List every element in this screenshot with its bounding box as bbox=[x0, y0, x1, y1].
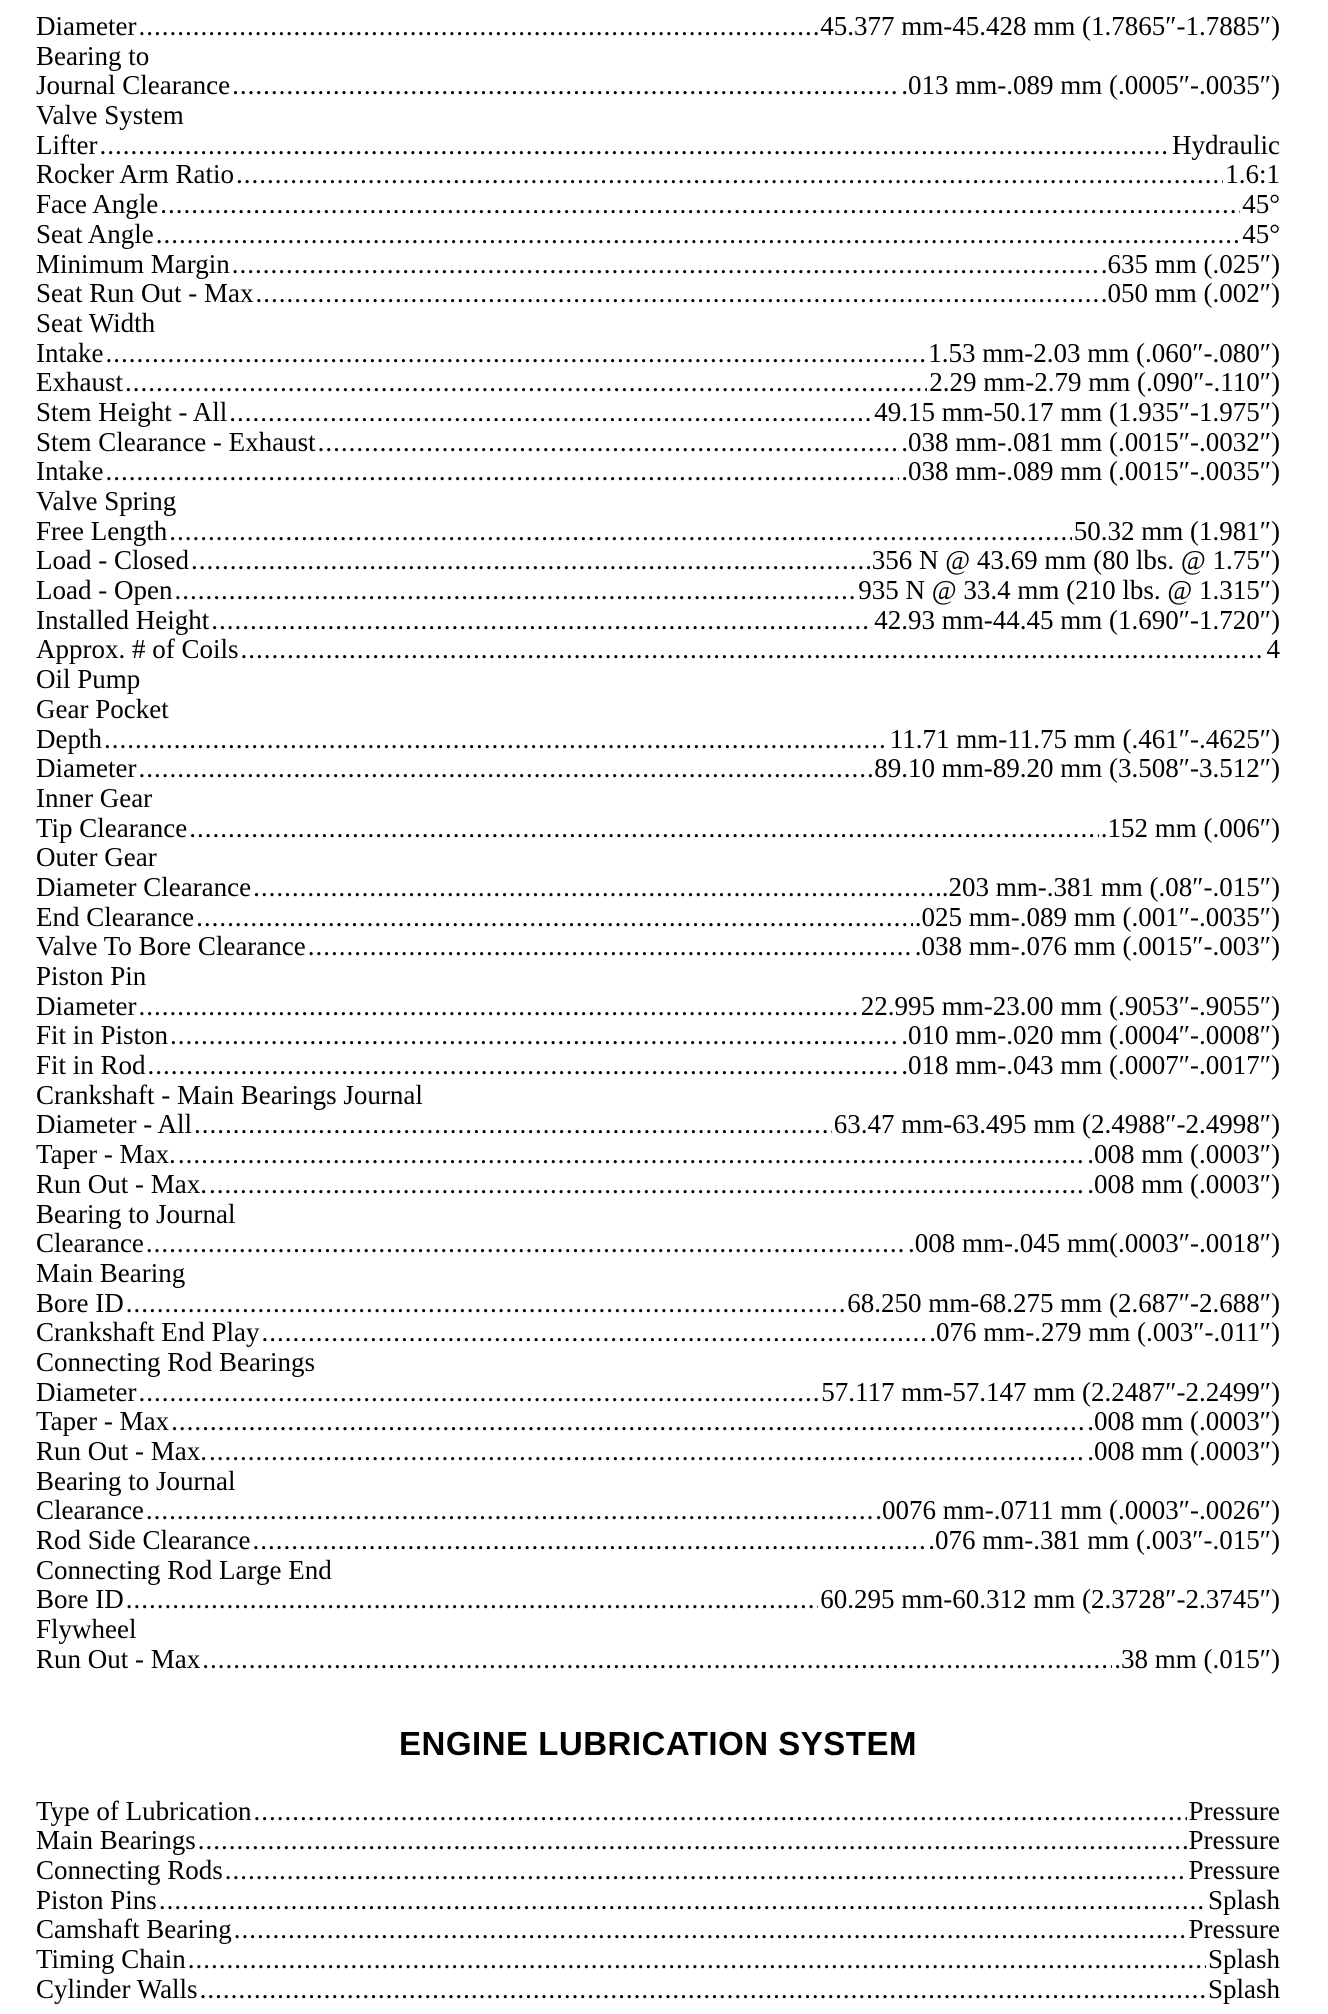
spec-row bbox=[36, 1797, 1280, 1827]
lubrication-specifications-list bbox=[36, 1797, 1280, 2005]
spec-label: Exhaust bbox=[36, 368, 123, 398]
dot-leader bbox=[236, 160, 1223, 190]
spec-row bbox=[36, 1170, 1280, 1200]
spec-value: .038 mm-.081 mm (.0015″-.0032″) bbox=[901, 427, 1280, 457]
spec-label: Cylinder Walls bbox=[36, 1974, 198, 2004]
spec-group-heading: Outer Gear bbox=[36, 843, 157, 873]
spec-group-heading: Valve System bbox=[36, 101, 184, 131]
spec-group-heading: Seat Width bbox=[36, 308, 156, 338]
spec-value: 42.93 mm-44.45 mm (1.690″-1.720″) bbox=[874, 605, 1280, 635]
spec-page bbox=[36, 12, 1280, 2004]
spec-value: Splash bbox=[1207, 1944, 1280, 1974]
spec-label: Bore ID bbox=[36, 1288, 124, 1318]
engine-specifications-list bbox=[36, 12, 1280, 1675]
spec-label: Seat Run Out - Max bbox=[36, 279, 254, 309]
spec-label: Journal Clearance bbox=[36, 71, 231, 101]
dot-leader bbox=[189, 814, 1099, 844]
spec-value: 1.53 mm-2.03 mm (.060″-.080″) bbox=[928, 338, 1280, 368]
spec-row bbox=[36, 1051, 1280, 1081]
dot-leader bbox=[232, 250, 1099, 280]
spec-value: 60.295 mm-60.312 mm (2.3728″-2.3745″) bbox=[820, 1585, 1280, 1615]
dot-leader bbox=[252, 1526, 926, 1556]
dot-leader bbox=[178, 1140, 1085, 1170]
spec-row bbox=[36, 1585, 1280, 1615]
spec-row bbox=[36, 1407, 1280, 1437]
spec-row bbox=[36, 368, 1280, 398]
spec-group-heading: Flywheel bbox=[36, 1615, 137, 1645]
spec-row bbox=[36, 1526, 1280, 1556]
spec-label: Run Out - Max bbox=[36, 1644, 201, 1674]
dot-leader bbox=[146, 1496, 873, 1526]
spec-row bbox=[36, 131, 1280, 161]
spec-label: Run Out - Max. bbox=[36, 1437, 207, 1466]
dot-leader bbox=[126, 1585, 819, 1615]
spec-group-heading: Connecting Rod Large End bbox=[36, 1555, 332, 1585]
dot-leader bbox=[159, 1886, 1206, 1916]
spec-value: .008 mm (.0003″) bbox=[1087, 1437, 1280, 1466]
dot-leader bbox=[138, 1378, 819, 1408]
spec-group-heading: Oil Pump bbox=[36, 665, 141, 695]
spec-row bbox=[36, 606, 1280, 636]
spec-row bbox=[36, 279, 1280, 309]
dot-leader bbox=[241, 635, 1265, 665]
spec-row bbox=[36, 250, 1280, 280]
spec-label: Crankshaft End Play bbox=[36, 1318, 260, 1348]
spec-value: .038 mm-.076 mm (.0015″-.003″) bbox=[914, 932, 1280, 962]
spec-label: Valve To Bore Clearance bbox=[36, 932, 306, 962]
dot-leader bbox=[261, 1318, 927, 1348]
spec-row bbox=[36, 873, 1280, 903]
dot-leader bbox=[225, 1856, 1187, 1886]
dot-leader bbox=[200, 1975, 1206, 2005]
spec-label: Installed Height bbox=[36, 605, 210, 635]
spec-label: Diameter Clearance bbox=[36, 872, 252, 902]
spec-value: 22.995 mm-23.00 mm (.9053″-.9055″) bbox=[860, 991, 1280, 1021]
spec-group-heading: Gear Pocket bbox=[36, 694, 169, 724]
spec-value: 1.6:1 bbox=[1225, 160, 1280, 190]
spec-row bbox=[36, 1229, 1280, 1259]
spec-label: Approx. # of Coils bbox=[36, 635, 239, 665]
dot-leader bbox=[171, 1407, 1085, 1437]
dot-leader bbox=[138, 992, 858, 1022]
dot-leader bbox=[148, 1051, 900, 1081]
spec-value: .010 mm-.020 mm (.0004″-.0008″) bbox=[901, 1021, 1280, 1051]
spec-label: Fit in Rod bbox=[36, 1051, 146, 1081]
dot-leader bbox=[188, 1945, 1206, 1975]
spec-row bbox=[36, 71, 1280, 101]
spec-group-heading: Bearing to bbox=[36, 41, 150, 71]
spec-row bbox=[36, 1945, 1280, 1975]
spec-value: 935 N @ 33.4 mm (210 lbs. @ 1.315″) bbox=[858, 576, 1280, 606]
spec-label: Piston Pins bbox=[36, 1885, 157, 1915]
spec-label: Timing Chain bbox=[36, 1944, 186, 1974]
spec-label: Rocker Arm Ratio bbox=[36, 160, 234, 190]
spec-label: Clearance bbox=[36, 1496, 144, 1526]
spec-row bbox=[36, 1140, 1280, 1170]
dot-leader bbox=[191, 546, 870, 576]
spec-row bbox=[36, 546, 1280, 576]
spec-value: .025 mm-.089 mm (.001″-.0035″) bbox=[914, 902, 1280, 932]
spec-value: 45° bbox=[1242, 190, 1280, 220]
spec-value: .038 mm-.089 mm (.0015″-.0035″) bbox=[901, 457, 1280, 487]
dot-leader bbox=[198, 1826, 1187, 1856]
dot-leader bbox=[211, 606, 872, 636]
spec-value: 63.47 mm-63.495 mm (2.4988″-2.4998″) bbox=[833, 1110, 1280, 1140]
spec-label: Depth bbox=[36, 724, 102, 754]
spec-row bbox=[36, 517, 1280, 547]
dot-leader bbox=[174, 576, 856, 606]
spec-row bbox=[36, 576, 1280, 606]
spec-value: .076 mm-.381 mm (.003″-.015″) bbox=[928, 1526, 1280, 1556]
spec-row bbox=[36, 428, 1280, 458]
spec-value: 45.377 mm-45.428 mm (1.7865″-1.7885″) bbox=[820, 12, 1280, 41]
spec-value: 2.29 mm-2.79 mm (.090″-.110″) bbox=[929, 368, 1280, 398]
dot-leader bbox=[229, 398, 872, 428]
spec-label: Diameter - All bbox=[36, 1110, 192, 1140]
spec-row bbox=[36, 220, 1280, 250]
dot-leader bbox=[105, 457, 899, 487]
dot-leader bbox=[160, 190, 1240, 220]
spec-row bbox=[36, 160, 1280, 190]
spec-group-heading: Main Bearing bbox=[36, 1258, 186, 1288]
spec-label: Fit in Piston bbox=[36, 1021, 169, 1051]
dot-leader bbox=[104, 725, 888, 755]
spec-value: 89.10 mm-89.20 mm (3.508″-3.512″) bbox=[874, 754, 1280, 784]
dot-leader bbox=[209, 1437, 1085, 1467]
spec-value: .0076 mm-.0711 mm (.0003″-.0026″) bbox=[875, 1496, 1280, 1526]
section-heading-lubrication: ENGINE LUBRICATION SYSTEM bbox=[399, 1724, 917, 1762]
spec-value: .076 mm-.279 mm (.003″-.011″) bbox=[929, 1318, 1280, 1348]
spec-row bbox=[36, 1886, 1280, 1916]
spec-row bbox=[36, 1645, 1280, 1675]
spec-label: Free Length bbox=[36, 516, 168, 546]
spec-row bbox=[36, 635, 1280, 665]
spec-row bbox=[36, 1856, 1280, 1886]
spec-value: .008 mm-.045 mm(.0003″-.0018″) bbox=[908, 1229, 1280, 1259]
spec-label: End Clearance bbox=[36, 902, 195, 932]
spec-row bbox=[36, 398, 1280, 428]
spec-label: Stem Height - All bbox=[36, 397, 228, 427]
spec-value: 11.71 mm-11.75 mm (.461″-.4625″) bbox=[889, 724, 1280, 754]
spec-value: 57.117 mm-57.147 mm (2.2487″-2.2499″) bbox=[821, 1377, 1280, 1407]
spec-value: 50.32 mm (1.981″) bbox=[1073, 516, 1280, 546]
spec-label: Type of Lubrication bbox=[36, 1796, 252, 1826]
spec-value: Pressure bbox=[1188, 1915, 1280, 1945]
spec-value: .203 mm-.381 mm (.08″-.015″) bbox=[941, 872, 1280, 902]
spec-value: .635 mm (.025″) bbox=[1100, 249, 1280, 279]
dot-leader bbox=[99, 131, 1170, 161]
spec-label: Taper - Max. bbox=[36, 1140, 176, 1170]
spec-row bbox=[36, 932, 1280, 962]
dot-leader bbox=[253, 873, 940, 903]
dot-leader bbox=[232, 71, 899, 101]
spec-label: Minimum Margin bbox=[36, 249, 230, 279]
spec-group-heading: Bearing to Journal bbox=[36, 1199, 236, 1229]
spec-value: 49.15 mm-50.17 mm (1.935″-1.975″) bbox=[874, 397, 1280, 427]
spec-group-heading: Valve Spring bbox=[36, 487, 177, 516]
spec-label: Connecting Rods bbox=[36, 1855, 223, 1885]
spec-row bbox=[36, 457, 1280, 487]
spec-value: .152 mm (.006″) bbox=[1100, 813, 1280, 843]
spec-row bbox=[36, 1021, 1280, 1051]
spec-label: Lifter bbox=[36, 130, 98, 160]
spec-value: .008 mm (.0003″) bbox=[1087, 1407, 1280, 1437]
spec-value: 68.250 mm-68.275 mm (2.687″-2.688″) bbox=[847, 1288, 1280, 1318]
spec-row bbox=[36, 1289, 1280, 1319]
spec-row bbox=[36, 339, 1280, 369]
dot-leader bbox=[202, 1645, 1112, 1675]
spec-label: Load - Open bbox=[36, 576, 173, 606]
spec-label: Stem Clearance - Exhaust bbox=[36, 427, 316, 457]
spec-group-heading: Crankshaft - Main Bearings Journal bbox=[36, 1080, 423, 1110]
spec-row bbox=[36, 725, 1280, 755]
spec-group-heading: Inner Gear bbox=[36, 783, 153, 813]
spec-row bbox=[36, 1318, 1280, 1348]
spec-row bbox=[36, 754, 1280, 784]
dot-leader bbox=[254, 1797, 1187, 1827]
dot-leader bbox=[138, 12, 818, 42]
spec-label: Camshaft Bearing bbox=[36, 1915, 232, 1945]
spec-row bbox=[36, 190, 1280, 220]
spec-value: Pressure bbox=[1188, 1826, 1280, 1856]
spec-value: Splash bbox=[1207, 1974, 1280, 2004]
spec-label: Diameter bbox=[36, 754, 137, 784]
spec-value: Pressure bbox=[1188, 1855, 1280, 1885]
spec-value: 4 bbox=[1266, 635, 1280, 665]
spec-label: Main Bearings bbox=[36, 1826, 196, 1856]
dot-leader bbox=[105, 339, 926, 369]
spec-row bbox=[36, 814, 1280, 844]
spec-label: Load - Closed bbox=[36, 546, 189, 576]
dot-leader bbox=[170, 1021, 899, 1051]
dot-leader bbox=[318, 428, 900, 458]
spec-value: .013 mm-.089 mm (.0005″-.0035″) bbox=[901, 71, 1280, 101]
dot-leader bbox=[234, 1915, 1187, 1945]
spec-value: .050 mm (.002″) bbox=[1100, 279, 1280, 309]
spec-label: Face Angle bbox=[36, 190, 159, 220]
spec-row bbox=[36, 12, 1280, 42]
spec-value: Splash bbox=[1207, 1885, 1280, 1915]
spec-value: .018 mm-.043 mm (.0007″-.0017″) bbox=[901, 1051, 1280, 1081]
spec-label: Intake bbox=[36, 457, 104, 487]
dot-leader bbox=[194, 1110, 832, 1140]
dot-leader bbox=[255, 279, 1098, 309]
spec-label: Seat Angle bbox=[36, 219, 154, 249]
spec-row bbox=[36, 1975, 1280, 2005]
spec-label: Taper - Max bbox=[36, 1407, 170, 1437]
dot-leader bbox=[138, 754, 872, 784]
spec-value: 356 N @ 43.69 mm (80 lbs. @ 1.75″) bbox=[871, 546, 1280, 576]
spec-label: Bore ID bbox=[36, 1585, 124, 1615]
dot-leader bbox=[308, 932, 913, 962]
spec-label: Intake bbox=[36, 338, 104, 368]
dot-leader bbox=[146, 1229, 906, 1259]
spec-value: 45° bbox=[1242, 219, 1280, 249]
spec-value: .008 mm (.0003″) bbox=[1087, 1169, 1280, 1199]
spec-row bbox=[36, 1378, 1280, 1408]
spec-row bbox=[36, 903, 1280, 933]
spec-row bbox=[36, 1915, 1280, 1945]
dot-leader bbox=[126, 1289, 846, 1319]
spec-label: Clearance bbox=[36, 1229, 144, 1259]
spec-group-heading: Bearing to Journal bbox=[36, 1466, 236, 1496]
spec-value: Pressure bbox=[1188, 1796, 1280, 1826]
spec-row bbox=[36, 1110, 1280, 1140]
dot-leader bbox=[209, 1170, 1085, 1200]
spec-value: .008 mm (.0003″) bbox=[1087, 1140, 1280, 1170]
dot-leader bbox=[196, 903, 913, 933]
spec-label: Diameter bbox=[36, 991, 137, 1021]
spec-label: Tip Clearance bbox=[36, 813, 188, 843]
spec-group-heading: Connecting Rod Bearings bbox=[36, 1347, 315, 1377]
spec-label: Diameter bbox=[36, 12, 137, 41]
spec-row bbox=[36, 1826, 1280, 1856]
spec-row bbox=[36, 1496, 1280, 1526]
spec-row bbox=[36, 1437, 1280, 1467]
spec-group-heading: Piston Pin bbox=[36, 962, 147, 991]
spec-label: Run Out - Max. bbox=[36, 1169, 207, 1199]
dot-leader bbox=[156, 220, 1240, 250]
spec-value: Hydraulic bbox=[1172, 130, 1280, 160]
spec-label: Rod Side Clearance bbox=[36, 1526, 251, 1556]
dot-leader bbox=[169, 517, 1072, 547]
dot-leader bbox=[125, 368, 927, 398]
spec-row bbox=[36, 992, 1280, 1022]
spec-value: .38 mm (.015″) bbox=[1114, 1644, 1280, 1674]
spec-label: Diameter bbox=[36, 1377, 137, 1407]
